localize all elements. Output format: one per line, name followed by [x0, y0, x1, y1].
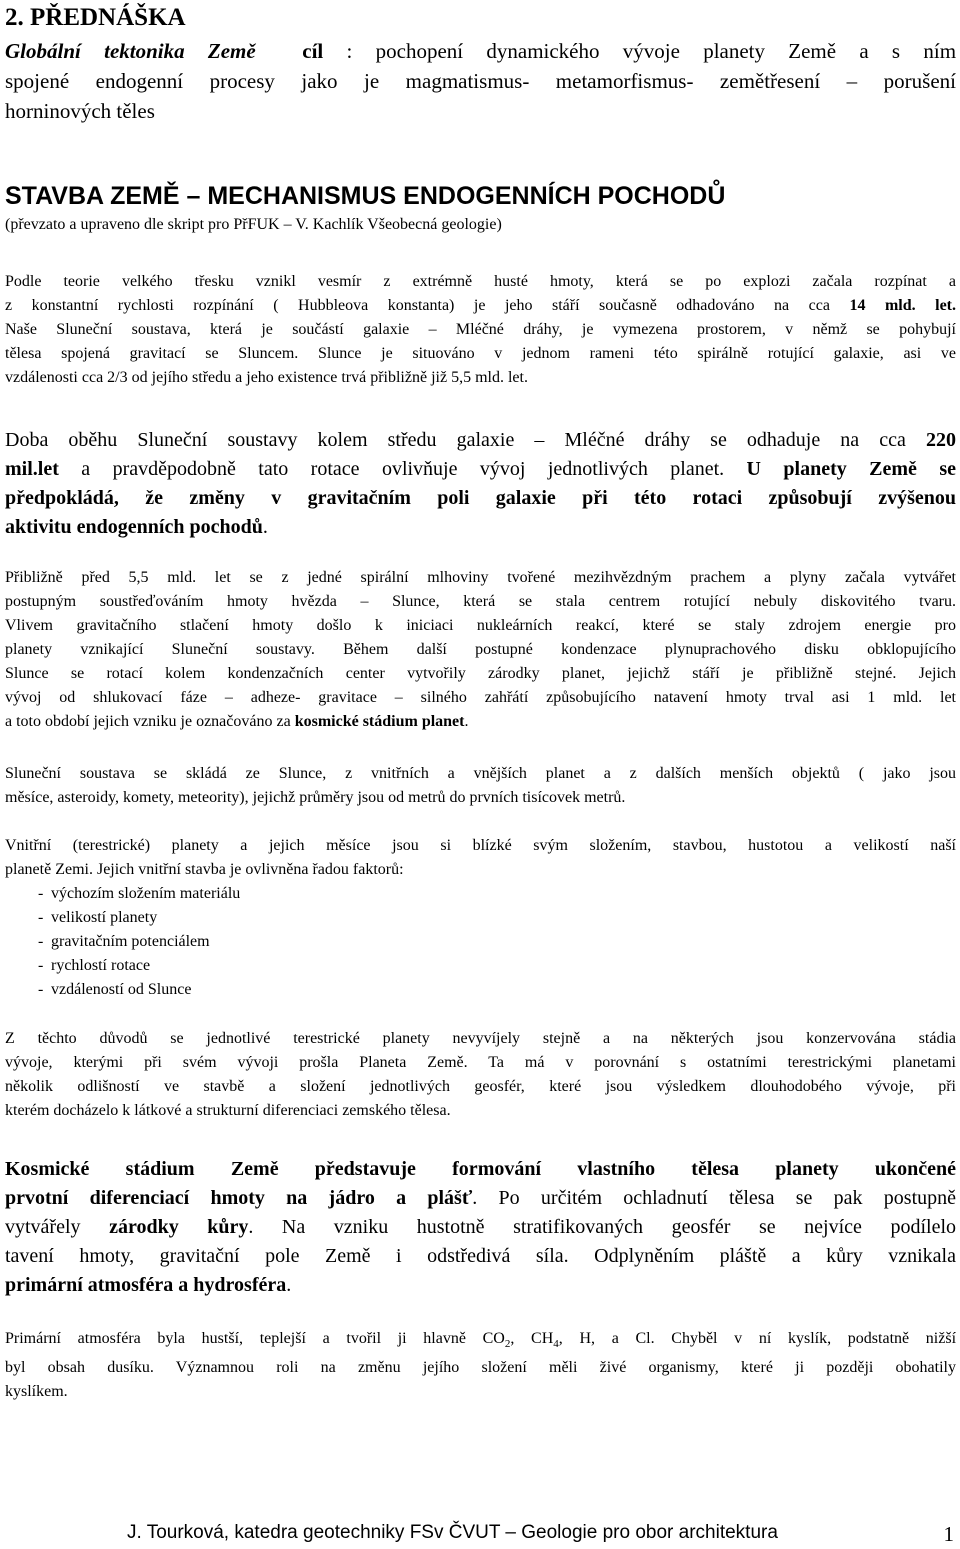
list-item: - gravitačním potenciálem: [5, 930, 240, 954]
p3-line-4: planety vznikající Sluneční soustavy. Během další postupné kondenzace plynuprachového disku obklopujícího: [5, 641, 956, 658]
p7-line-2: prvotní diferenciací hmoty na jádro a plášť. Po určitém ochladnutí tělesa se pak postupně: [5, 1187, 956, 1209]
section-heading: STAVBA ZEMĚ – MECHANISMUS ENDOGENNÍCH POCHODŮ: [5, 182, 726, 210]
p1-line-5: vzdálenosti cca 2/3 od jejího středu a jeho existence trvá přibližně již 5,5 mld. let.: [5, 369, 528, 386]
p4-line-2: měsíce, asteroidy, komety, meteority), jejichž průměry jsou od metrů do prvních tisícovek metrů.: [5, 789, 626, 806]
p6-line-1: Z těchto důvodů se jednotlivé terestrické planety nevyvíjely stejně a na některých jsou konzervována stádia: [5, 1030, 956, 1047]
list-item: - vzdáleností od Slunce: [5, 978, 240, 1002]
p2-line-1: Doba oběhu Sluneční soustavy kolem středu galaxie – Mléčné dráhy se odhaduje na cca 220: [5, 429, 956, 451]
p3-line-5: Slunce se rotací kolem kondenzačních center vytvořily zárodky planet, jejichž stáří je přibližně stejné. Jejich: [5, 665, 956, 682]
list-item: - výchozím složením materiálu: [5, 882, 240, 906]
p1-line-3: Naše Sluneční soustava, která je součástí galaxie – Mléčné dráhy, je vymezena prostorem, v němž se pohybují: [5, 321, 956, 338]
intro-line-2: spojené endogenní procesy jako je magmatismus- metamorfismus- zemětřesení – porušení: [5, 69, 956, 93]
p2-line-3: předpokládá, že změny v gravitačním poli galaxie při této rotaci způsobují zvýšenou: [5, 487, 956, 509]
p1-line-2: z konstantní rychlosti rozpínání ( Hubbleova konstanta) je jeho stáří současně odhadováno na cca 14 mld. let.: [5, 297, 956, 314]
list-item: - rychlostí rotace: [5, 954, 240, 978]
paragraph-2: [5, 426, 956, 542]
page-number: 1: [943, 1522, 954, 1546]
paragraph-4: [5, 762, 956, 810]
p7-line-5: primární atmosféra a hydrosféra.: [5, 1274, 292, 1296]
page-footer: J. Tourková, katedra geotechniky FSv ČVUT – Geologie pro obor architektura: [127, 1522, 778, 1543]
paragraph-1: [5, 270, 956, 390]
p7-line-4: tavení hmoty, gravitační pole Země i odstředivá síla. Odplyněním pláště a kůry vznikala: [5, 1245, 956, 1267]
p1-line-4: tělesa spojená gravitací se Sluncem. Slunce je situováno v jednom rameni této spirálně rotující galaxie, asi ve: [5, 345, 956, 362]
list-item: - velikostí planety: [5, 906, 240, 930]
p7-line-1: Kosmické stádium Země představuje formování vlastního tělesa planety ukončené: [5, 1158, 956, 1180]
dash-bullet: -: [38, 933, 44, 950]
p5-line-2: planetě Zemi. Jejich vnitřní stavba je ovlivněna řadou faktorů:: [5, 861, 404, 878]
intro-line-1: Globální tektonika Země cíl : pochopení dynamického vývoje planety Země a s ním: [5, 39, 957, 63]
p3-line-3: Vlivem gravitačního stlačení hmoty došlo k iniciaci nukleárních reakcí, které se staly zdrojem energie pro: [5, 617, 956, 634]
p3-line-7: a toto období jejich vzniku je označováno za kosmické stádium planet.: [5, 713, 469, 730]
paragraph-6: [5, 1027, 956, 1123]
p2-line-4: aktivitu endogenních pochodů.: [5, 516, 268, 538]
paragraph-3: [5, 566, 956, 734]
p1-line-1: Podle teorie velkého třesku vznikl vesmír z extrémně husté hmoty, která se po explozi začala rozpínat a: [5, 273, 956, 290]
p7-line-3: vytvářely zárodky kůry. Na vzniku hustotně stratifikovaných geosfér se nejvíce podílelo: [5, 1216, 956, 1238]
dash-bullet: -: [38, 885, 44, 902]
p6-line-2: vývoje, kterými při svém vývoji prošla Planeta Země. Ta má v porovnání s ostatními terestrickými planetami: [5, 1054, 956, 1071]
p2-line-2: mil.let a pravděpodobně tato rotace ovlivňuje vývoj jednotlivých planet. U planety Země se: [5, 458, 956, 480]
dash-bullet: -: [38, 957, 44, 974]
p3-line-1: Přibližně před 5,5 mld. let se z jedné spirální mlhoviny tvořené mezihvězdným prachem a plyny začala vytvářet: [5, 569, 956, 586]
p3-line-2: postupným soustřeďováním hmoty hvězda – Slunce, která se stala centrem rotující nebuly diskovitého tvaru.: [5, 593, 956, 610]
p6-line-4: kterém docházelo k látkové a strukturní diferenciaci zemského tělesa.: [5, 1102, 451, 1119]
paragraph-8: [5, 1327, 956, 1404]
section-source: (převzato a upraveno dle skript pro PřFUK – V. Kachlík Všeobecná geologie): [5, 216, 502, 233]
paragraph-7: [5, 1155, 956, 1300]
p8-line-1: Primární atmosféra byla hustší, teplejší a tvořil ji hlavně $CO_2$, $CH_4$, H, a Cl. Chyběl v ní kyslík, podstatně nižší: [5, 1330, 956, 1351]
factor-list: [5, 882, 240, 1002]
paragraph-5: [5, 834, 956, 882]
p6-line-3: několik odlišností ve stavbě a složení jednotlivých geosfér, které jsou výsledkem dlouhodobého vývoje, při: [5, 1078, 956, 1095]
p8-line-2: byl obsah dusíku. Významnou roli na změnu jejího složení měli živé organismy, které ji později obohatily: [5, 1359, 956, 1377]
p3-line-6: vývoj od shlukovací fáze – adheze- gravitace – silného zahřátí způsobujícího natavení hmoty trval asi 1 mld. let: [5, 689, 956, 706]
p5-line-1: Vnitřní (terestrické) planety a jejich měsíce jsou si blízké svým složením, stavbou, hustotou a velikostí naší: [5, 837, 956, 854]
p4-line-1: Sluneční soustava se skládá ze Slunce, z vnitřních a vnějších planet a z dalších menších objektů ( jako jsou: [5, 765, 956, 782]
intro-line-3: horninových těles: [5, 99, 155, 123]
lecture-title: 2. PŘEDNÁŠKA: [5, 4, 186, 31]
dash-bullet: -: [38, 981, 44, 998]
dash-bullet: -: [38, 909, 44, 926]
p8-line-3: kyslíkem.: [5, 1383, 68, 1401]
